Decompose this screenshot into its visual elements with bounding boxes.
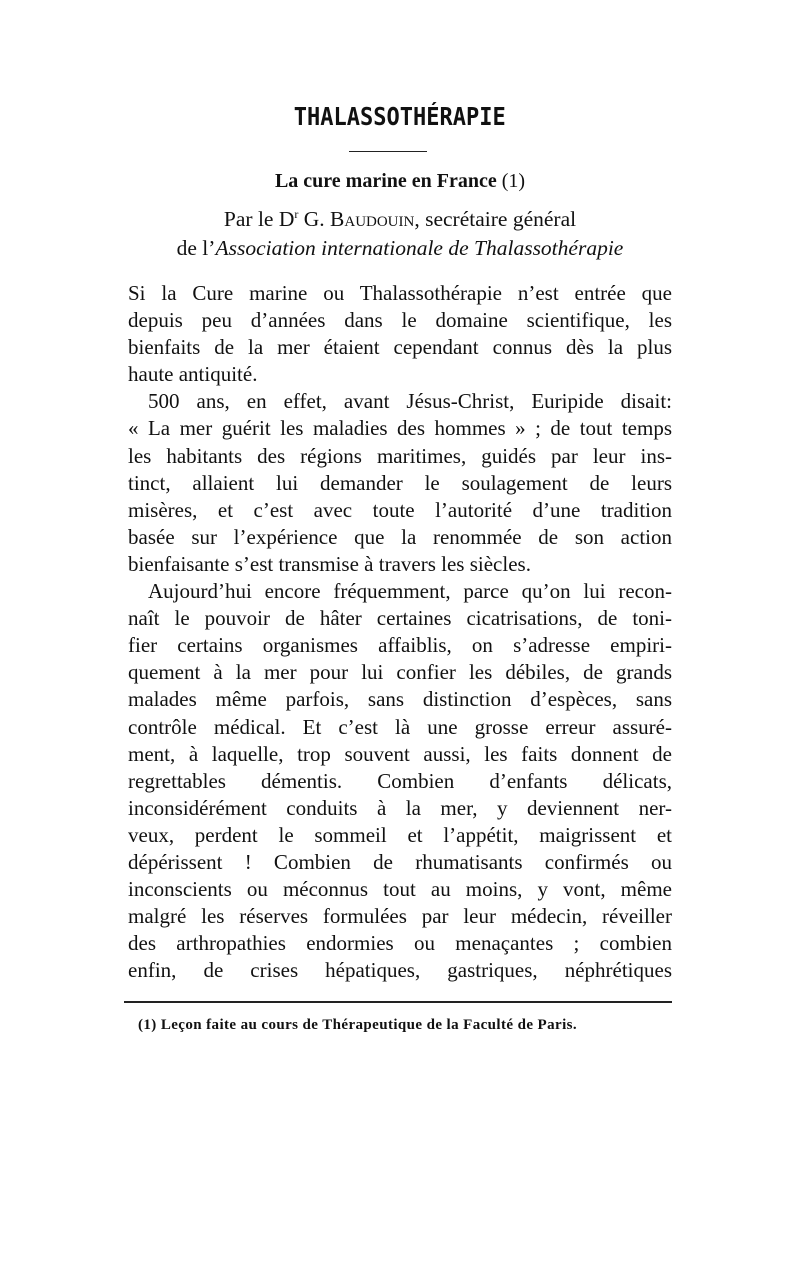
affiliation-prefix: de l’ [176,236,216,260]
footnote-divider [124,1001,672,1003]
byline-prefix: Par le D [223,207,295,232]
body-line: inconsidérément conduits à la mer, y deviennent ner- [128,795,672,820]
body-line: naît le pouvoir de hâter certaines cicatrisations, de toni- [128,606,672,631]
affiliation-name: Association internationale de Thalassothérapie [215,236,624,260]
body-line: inconscients ou méconnus tout au moins, y vont, même [128,877,672,902]
body-line: veux, perdent le sommeil et l’appétit, maigrissent et [128,822,672,847]
body-line: bienfaisante s’est transmise à travers les siècles. [128,551,531,576]
body-line: tinct, allaient lui demander le soulagement de leurs [128,470,672,495]
byline-initial: G. [298,207,331,232]
subtitle-text: La cure marine en France [274,170,497,192]
author-byline [0,207,800,232]
body-line: dépérissent ! Combien de rhumatisants confirmés ou [128,849,672,874]
author-role: , secrétaire général [414,207,577,232]
body-line: depuis peu d’années dans le domaine scientifique, les [128,308,672,333]
body-line: malades même parfois, sans distinction d’espèces, sans [128,687,672,712]
body-line: malgré les réserves formulées par leur médecin, réveiller [128,904,672,929]
body-text [128,280,672,984]
body-line: haute antiquité. [128,362,258,387]
title-divider [349,151,427,152]
body-line: ment, à laquelle, trop souvent aussi, les faits donnent de [128,741,672,766]
body-line: enfin, de crises hépatiques, gastriques, néphrétiques [128,958,672,983]
body-line: basée sur l’expérience que la renommée de son action [128,524,672,549]
body-line: 500 ans, en effet, avant Jésus-Christ, Euripide disait: [148,389,672,414]
footnote: (1) Leçon faite au cours de Thérapeutique de la Faculté de Paris. [138,1017,578,1033]
body-line: Aujourd’hui encore fréquemment, parce qu’on lui recon- [148,579,672,604]
author-affiliation [0,236,800,261]
body-line: misères, et c’est avec toute l’autorité d’une tradition [128,497,672,522]
body-line: contrôle médical. Et c’est là une grosse erreur assuré- [128,714,672,739]
body-line: quement à la mer pour lui confier les débiles, de grands [128,660,672,685]
body-line: fier certains organismes affaiblis, on s’adresse empiri- [128,633,672,658]
article-subtitle [0,170,800,193]
body-line: bienfaits de la mer étaient cependant connus dès la plus [128,335,672,360]
body-line: les habitants des régions maritimes, guidés par leur ins- [128,443,672,468]
body-line: Si la Cure marine ou Thalassothérapie n’est entrée que [128,281,672,305]
byline-sup: r [294,207,299,221]
page-title: THALASSOTHÉRAPIE [293,102,506,131]
footnote-reference: (1) [501,170,526,192]
body-line: des arthropathies endormies ou menaçantes ; combien [128,931,672,956]
body-line: « La mer guérit les maladies des hommes » ; de tout temps [128,416,672,441]
body-line: regrettables démentis. Combien d’enfants délicats, [128,768,672,793]
author-name: Baudouin [330,207,415,232]
